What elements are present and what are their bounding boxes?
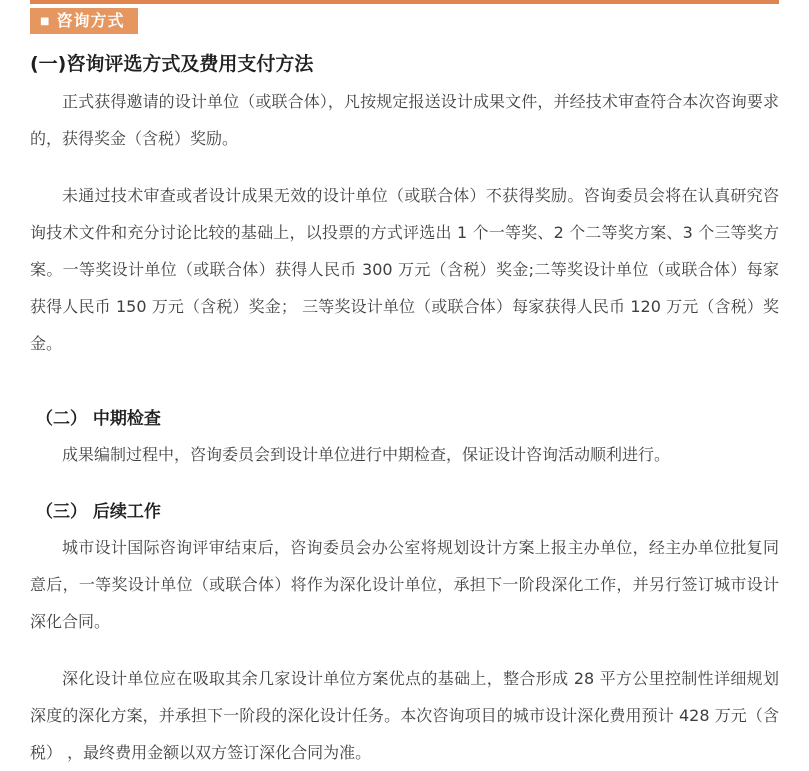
section-1-heading: (一)咨询评选方式及费用支付方法 (30, 53, 314, 75)
badge-label: 咨询方式 (56, 11, 125, 30)
section-3-paragraph-1: 城市设计国际咨询评审结束后，咨询委员会办公室将规划设计方案上报主办单位，经主办单位批复同意后，一等奖设计单位（或联合体）将作为深化设计单位，承担下一阶段深化工作，并另行签订城市设计深化合同。 (30, 538, 779, 631)
section-2-heading: （二） 中期检查 (36, 409, 161, 429)
section-1-paragraph-2: 未通过技术审查或者设计成果无效的设计单位（或联合体）不获得奖励。咨询委员会将在认真研究咨询技术文件和充分讨论比较的基础上，以投票的方式评选出 1 个一等奖、2 个二等奖方案、3 个三等奖方案。一等奖设计单位（或联合体）获得人民币 300 万元（含税）奖金;二等奖设计单位（或联合体）每家获得人民币 150 万元（含税）奖金； 三等奖设计单位（或联合体）每家获得人民币 120 万元（含税）奖金。 (30, 186, 779, 353)
section-badge (30, 8, 138, 34)
section-2-paragraph-1: 成果编制过程中，咨询委员会到设计单位进行中期检查，保证设计咨询活动顺利进行。 (62, 445, 671, 464)
square-bullet-icon: ■ (40, 16, 51, 27)
section-3-paragraph-2: 深化设计单位应在吸取其余几家设计单位方案优点的基础上，整合形成 28 平方公里控制性详细规划深度的深化方案，并承担下一阶段的深化设计任务。本次咨询项目的城市设计深化费用预计 428 万元（含税） ，最终费用金额以双方签订深化合同为准。 (30, 669, 779, 762)
section-1-paragraph-1: 正式获得邀请的设计单位（或联合体），凡按规定报送设计成果文件，并经技术审查符合本次咨询要求的，获得奖金（含税）奖励。 (30, 92, 779, 148)
section-3-heading: （三） 后续工作 (36, 502, 161, 522)
top-divider (30, 0, 779, 4)
